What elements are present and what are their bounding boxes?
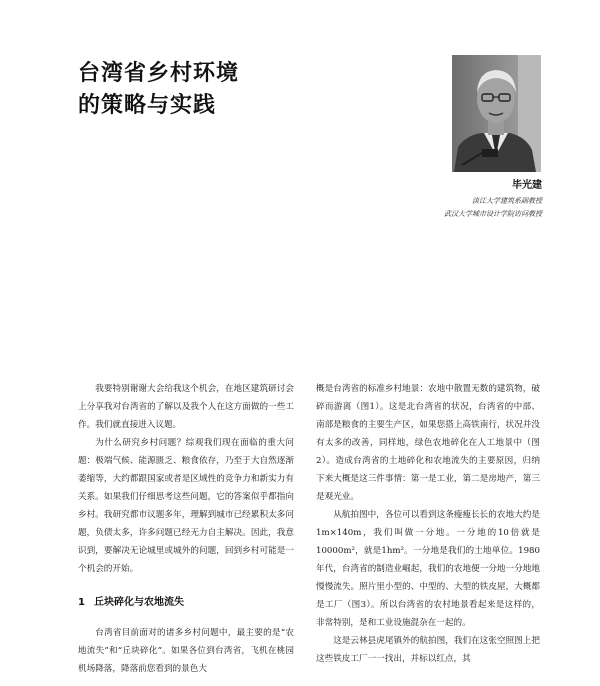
body-paragraph: 为什么研究乡村问题？综观我们现在面临的重大问题：极端气候、能源匮乏、粮食依存，乃至于大自然逐渐萎缩等，大约都跟国家或者是区域性的竞争力和新实力有关系。如果我们仔细思考这些问题，它的答案似乎都指向乡村。我研究都市议题多年，理解到城市已经累积太多问题，负债太多，许多问题已经无力自主解决。因此，我意识到，要解决无论城里或城外的问题，回到乡村可能是一个机会的开始。 bbox=[78, 438, 294, 574]
article-title bbox=[78, 58, 239, 122]
article-title-line-1: 台湾省乡村环境 bbox=[78, 61, 240, 86]
body-column-left bbox=[78, 380, 294, 678]
body-paragraph: 这是云林县虎尾镇外的航拍图，我们在这张空照图上把这些铁皮工厂一一找出，并标以红点，其 bbox=[316, 636, 540, 664]
body-column-right bbox=[316, 380, 540, 668]
body-paragraph: 台湾省目前面对的诸多乡村问题中，最主要的是“农地流失”和“丘块碎化”。如果各位到台湾省，飞机在桃园机场降落，降落前您看到的景色大 bbox=[78, 628, 294, 674]
author-name: 毕光建 bbox=[512, 180, 542, 191]
article-title-line-2: 的策略与实践 bbox=[78, 93, 217, 118]
body-paragraph: 我要特别谢谢大会给我这个机会，在地区建筑研讨会上分享我对台湾省的了解以及我个人在这方面做的一些工作。我们就直接进入议题。 bbox=[78, 384, 294, 430]
author-portrait bbox=[452, 55, 541, 172]
section-heading bbox=[78, 596, 294, 610]
body-paragraph: 概是台湾省的标准乡村地景：农地中散置无数的建筑物，破碎而游离（图1）。这是北台湾省的状况，台湾省的中部、南部是粮食的主要生产区，如果您搭上高铁南行，状况并没有太多的改善，同样地，绿色农地碎化在人工地景中（图2）。造成台湾省的土地碎化和农地流失的主要原因，归纳下来大概是这三件事情：第一是工业，第二是房地产，第三是观光业。 bbox=[316, 384, 540, 502]
section-title: 丘块碎化与农地流失 bbox=[94, 597, 184, 608]
author-affiliation-2: 武汉大学城市设计学院访问教授 bbox=[444, 210, 542, 218]
author-portrait-image bbox=[452, 55, 541, 172]
author-affiliation-1: 淡江大学建筑系副教授 bbox=[472, 197, 542, 205]
body-paragraph: 从航拍图中，各位可以看到这条瘦瘦长长的农地大约是1m×140m，我们叫做一分地。一分地的10倍就是10000m²，就是1hm²。一分地是我们的土地单位。1980年代，台湾省的制造业崛起，我们的农地便一分地一分地地慢慢流失。照片里小型的、中型的、大型的铁皮屋，大概都是工厂（图3）。所以台湾省的农村地景看起来是这样的，非常特别，是和工业设施混杂在一起的。 bbox=[316, 510, 540, 628]
section-number: 1 bbox=[78, 597, 85, 608]
